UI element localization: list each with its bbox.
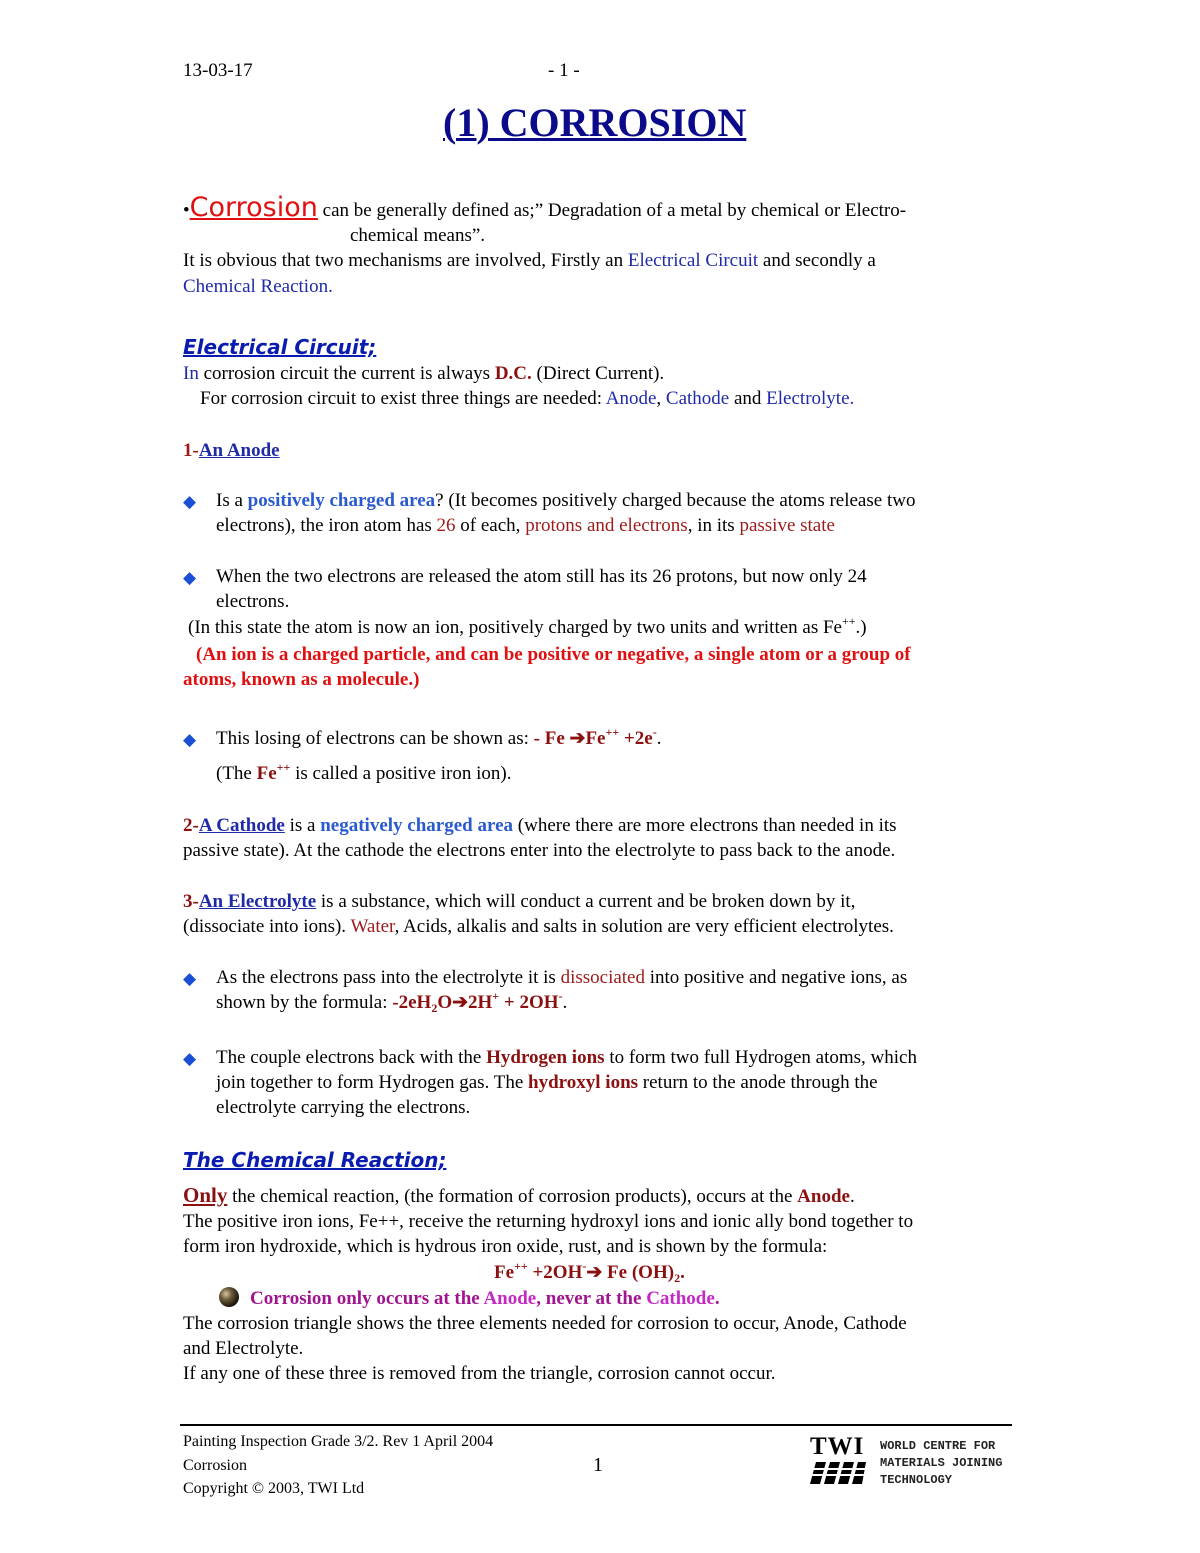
hydroxyl-ions-term: hydroxyl ions xyxy=(528,1072,639,1093)
text: is called a positive iron ion). xyxy=(290,763,512,784)
formula: Fe (OH) xyxy=(602,1262,675,1283)
text: (dissociate into ions). xyxy=(183,916,351,937)
triangle-line-2: and Electrolyte. xyxy=(183,1338,304,1359)
subscript: 2 xyxy=(431,1001,438,1015)
cathode-title: A Cathode xyxy=(198,815,285,836)
text: electrolyte carrying the electrons. xyxy=(216,1097,471,1118)
dc-line xyxy=(183,361,1083,386)
text: .) xyxy=(855,617,867,638)
rust-formula xyxy=(494,1260,685,1287)
chemical-only-line xyxy=(183,1183,1083,1209)
number-26: 26 xyxy=(436,515,456,536)
triangle-line-3: If any one of these three is removed from the triangle, corrosion cannot occur. xyxy=(183,1363,776,1384)
definition-text-2: chemical means”. xyxy=(350,225,486,246)
formula: O xyxy=(437,992,453,1013)
bullet-diamond-icon: ◆ xyxy=(183,1049,197,1068)
mechanisms-text: It is obvious that two mechanisms are involved, Firstly an xyxy=(183,250,628,271)
intro-definition xyxy=(183,192,1083,223)
formula: +2OH xyxy=(527,1262,583,1283)
dissociated-term: dissociated xyxy=(560,967,645,988)
electrolyte-bullet-1 xyxy=(216,965,1096,1017)
text: (In this state the atom is now an ion, positively charged by two units and written as Fe xyxy=(188,617,842,638)
footer-topic: Corrosion xyxy=(183,1457,247,1474)
formula: 2H xyxy=(468,992,493,1013)
mechanisms-line xyxy=(183,248,1083,273)
ion-definition-1: (An ion is a charged particle, and can be positive or negative, a single atom or a group of xyxy=(196,644,911,665)
formula: . xyxy=(680,1262,685,1283)
text: , in its xyxy=(687,515,740,536)
text: This losing of electrons can be shown as: xyxy=(216,728,534,749)
positively-charged-term: positively charged area xyxy=(247,490,436,511)
formula: -2eH xyxy=(392,992,432,1013)
chemical-reaction-term: Chemical Reaction. xyxy=(183,276,333,297)
electrolyte-bullet-2 xyxy=(216,1045,1096,1120)
only-term: Only xyxy=(183,1183,228,1207)
arrow-icon: ➔ xyxy=(452,992,469,1013)
anode-num: 1- xyxy=(183,440,199,461)
formula: +2e xyxy=(619,728,653,749)
bullet-diamond-icon: ◆ xyxy=(183,969,197,988)
subscript: 2 xyxy=(674,1271,681,1285)
dc-text-2: (Direct Current). xyxy=(531,363,665,384)
footer-course: Painting Inspection Grade 3/2. Rev 1 April 2004 xyxy=(183,1433,494,1450)
header-date: 13-03-17 xyxy=(183,60,253,81)
intro-bullet: • xyxy=(183,200,190,221)
comma: , xyxy=(656,388,666,409)
electrical-circuit-term: Electrical Circuit xyxy=(627,250,759,271)
text: , Acids, alkalis and salts in solution are very efficient electrolytes. xyxy=(394,916,894,937)
text: into positive and negative ions, as xyxy=(645,967,908,988)
tagline-1: WORLD CENTRE FOR xyxy=(880,1439,996,1453)
twi-stripes-icon xyxy=(810,1460,866,1486)
text: . xyxy=(714,1288,720,1309)
bullet-diamond-icon: ◆ xyxy=(183,730,197,749)
tagline-3: TECHNOLOGY xyxy=(880,1473,953,1487)
protons-electrons-term: protons and electrons xyxy=(525,515,688,536)
chemical-reaction-heading: The Chemical Reaction; xyxy=(183,1148,447,1172)
text: the chemical reaction, (the formation of corrosion products), occurs at the xyxy=(227,1186,798,1207)
triangle-line-1: The corrosion triangle shows the three elements needed for corrosion to occur, Anode, Cathode xyxy=(183,1313,907,1334)
corrosion-note xyxy=(250,1286,720,1311)
text: of each, xyxy=(455,515,526,536)
anode-term: Anode xyxy=(483,1288,537,1309)
formula: + 2OH xyxy=(499,992,559,1013)
text: electrons. xyxy=(216,591,290,612)
arrow-icon: ➔ xyxy=(586,1262,603,1283)
corrosion-term: Corrosion xyxy=(189,192,318,223)
anode-term: Anode xyxy=(605,388,657,409)
anode-title: An Anode xyxy=(198,440,280,461)
superscript: - xyxy=(558,989,563,1003)
text: is a substance, which will conduct a current and be broken down by it, xyxy=(316,891,856,912)
superscript: - xyxy=(652,725,657,739)
text: When the two electrons are released the atom still has its 26 protons, but now only 24 xyxy=(216,566,867,587)
sphere-bullet-icon xyxy=(218,1286,240,1308)
cathode-term: Cathode xyxy=(665,388,730,409)
negatively-charged-term: negatively charged area xyxy=(320,815,514,836)
formula: Fe xyxy=(494,1262,515,1283)
text: (The xyxy=(216,763,257,784)
footer-copyright: Copyright © 2003, TWI Ltd xyxy=(183,1480,365,1497)
footer-divider xyxy=(180,1424,1012,1426)
superscript: ++ xyxy=(276,760,291,774)
ion-state-line xyxy=(188,615,1088,642)
water-term: Water xyxy=(350,916,395,937)
ion-definition-2: atoms, known as a molecule.) xyxy=(183,669,420,690)
text: join together to form Hydrogen gas. The xyxy=(216,1072,529,1093)
anode-bullet-3 xyxy=(216,726,1096,753)
text: , never at the xyxy=(536,1288,647,1309)
text: passive state). At the cathode the electrons enter into the electrolyte to pass back to the anode. xyxy=(183,840,896,861)
header-page-label: - 1 - xyxy=(548,60,580,81)
dc-term: D.C. xyxy=(494,363,532,384)
twi-tagline xyxy=(880,1438,1002,1489)
superscript: ++ xyxy=(514,1259,528,1273)
text: . xyxy=(849,1186,855,1207)
electrolyte-paragraph xyxy=(183,889,1083,939)
text: . xyxy=(562,992,568,1013)
text: The couple electrons back with the xyxy=(216,1047,487,1068)
electrical-circuit-heading: Electrical Circuit; xyxy=(183,335,377,359)
footer-page-number: 1 xyxy=(593,1454,603,1476)
anode-heading xyxy=(183,438,280,463)
text: (where there are more electrons than needed in its xyxy=(513,815,897,836)
iron-ion-line: The positive iron ions, Fe++, receive the returning hydroxyl ions and ionic ally bond together to xyxy=(183,1211,914,1232)
electrolyte-term: Electrolyte. xyxy=(766,388,855,409)
three-things-line xyxy=(200,386,1100,411)
text: As the electrons pass into the electrolyte it is xyxy=(216,967,561,988)
text: return to the anode through the xyxy=(638,1072,878,1093)
bullet-diamond-icon: ◆ xyxy=(183,568,197,587)
dc-text: corrosion circuit the current is always xyxy=(198,363,495,384)
twi-logo-text: TWI xyxy=(810,1433,865,1460)
bullet-diamond-icon: ◆ xyxy=(183,492,197,511)
superscript: ++ xyxy=(842,614,856,628)
text: to form two full Hydrogen atoms, which xyxy=(604,1047,917,1068)
electrolyte-title: An Electrolyte xyxy=(198,891,317,912)
text: electrons), the iron atom has xyxy=(216,515,437,536)
cathode-term: Cathode xyxy=(646,1288,715,1309)
anode-term: Anode xyxy=(797,1186,850,1207)
superscript: + xyxy=(492,989,500,1003)
formula: Fe xyxy=(585,728,606,749)
electrolyte-num: 3- xyxy=(183,891,199,912)
superscript: - xyxy=(582,1259,587,1273)
cathode-paragraph xyxy=(183,813,1083,863)
twi-logo xyxy=(810,1434,866,1486)
tagline-2: MATERIALS JOINING xyxy=(880,1456,1003,1470)
formula: - Fe xyxy=(533,728,570,749)
arrow-icon: ➔ xyxy=(569,728,586,749)
definition-text: can be generally defined as;” Degradation of a metal by chemical or Electro- xyxy=(317,200,907,221)
superscript: ++ xyxy=(605,725,620,739)
page-title: (1) CORROSION xyxy=(443,100,747,145)
in-word: In xyxy=(183,363,199,384)
text: Is a xyxy=(216,490,248,511)
text: Corrosion only occurs at the xyxy=(250,1288,484,1309)
three-things-text: For corrosion circuit to exist three things are needed: xyxy=(200,388,606,409)
positive-iron-ion-line xyxy=(216,761,1096,788)
cathode-num: 2- xyxy=(183,815,199,836)
text: ? (It becomes positively charged because the atoms release two xyxy=(435,490,916,511)
rust-line: form iron hydroxide, which is hydrous iron oxide, rust, and is shown by the formula: xyxy=(183,1236,828,1257)
text: . xyxy=(656,728,662,749)
anode-bullet-1 xyxy=(216,488,1096,538)
formula: Fe xyxy=(256,763,277,784)
hydrogen-ions-term: Hydrogen ions xyxy=(486,1047,605,1068)
and-word: and xyxy=(729,388,767,409)
text: shown by the formula: xyxy=(216,992,393,1013)
mechanisms-text-2: and secondly a xyxy=(758,250,876,271)
passive-state-term: passive state xyxy=(739,515,835,536)
text: is a xyxy=(284,815,321,836)
anode-bullet-2 xyxy=(216,564,1096,614)
